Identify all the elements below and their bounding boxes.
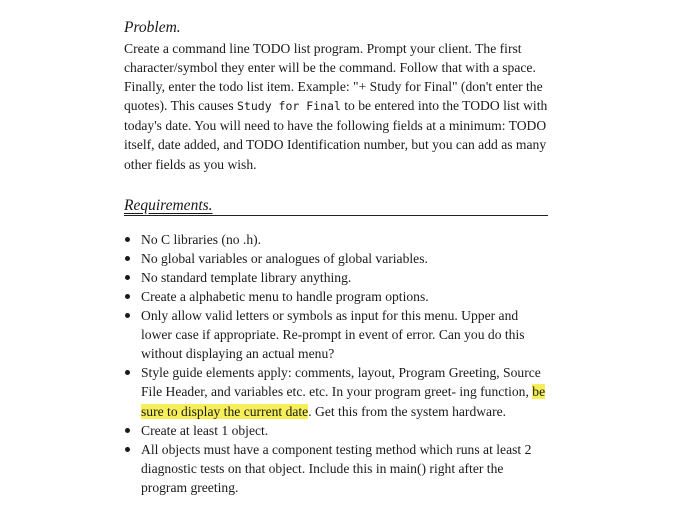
requirement-item bbox=[124, 230, 548, 249]
requirement-text: No standard template library anything. bbox=[141, 269, 352, 285]
requirements-rule bbox=[124, 215, 548, 216]
requirements-heading: Requirements. bbox=[124, 196, 213, 214]
requirement-text: No global variables or analogues of global variables. bbox=[141, 250, 428, 266]
problem-text-pre: Create a command line TODO list program. Prompt your client. The first character/symbol they enter will be the command. Follow that with a space. Finally, enter the todo list item. Example: "+ Study for Final" (don't enter the quotes). This causes bbox=[124, 41, 543, 114]
requirement-text: Create at least 1 object. bbox=[141, 422, 269, 438]
problem-heading: Problem. bbox=[124, 19, 181, 36]
bullet-icon bbox=[125, 447, 130, 452]
requirement-item bbox=[124, 421, 548, 440]
requirement-item bbox=[124, 268, 548, 287]
requirement-item bbox=[124, 249, 548, 268]
requirement-item bbox=[124, 363, 548, 420]
problem-code-text: Study for Final bbox=[237, 99, 341, 114]
highlighted-text: be sure to display the current date bbox=[141, 384, 546, 419]
requirements-header bbox=[124, 196, 548, 218]
problem-paragraph bbox=[124, 39, 548, 174]
requirement-text: All objects must have a component testing method which runs at least 2 diagnostic tests on that object. Include this in main() right after the program greeting. bbox=[141, 441, 532, 495]
requirement-item bbox=[124, 287, 548, 306]
problem-text-post: to be entered into the TODO list with today's date. You will need to have the following fields at a minimum: TODO itself, date added, and TODO Identification number, but you can add as many other fields as you wish. bbox=[124, 98, 548, 172]
requirement-item bbox=[124, 306, 548, 363]
bullet-icon bbox=[125, 275, 130, 280]
bullet-icon bbox=[125, 237, 130, 242]
bullet-icon bbox=[125, 370, 130, 375]
requirement-text: Create a alphabetic menu to handle program options. bbox=[141, 288, 429, 304]
requirement-text: No C libraries (no .h). bbox=[141, 231, 262, 247]
requirement-text: Only allow valid letters or symbols as input for this menu. Upper and lower case if appropriate. Re-prompt in event of error. Can you do this without displaying an actual menu? bbox=[141, 308, 525, 362]
document-page bbox=[124, 18, 548, 497]
requirement-text-post: . Get this from the system hardware. bbox=[308, 403, 507, 419]
bullet-icon bbox=[125, 294, 130, 299]
requirements-list bbox=[124, 230, 548, 497]
bullet-icon bbox=[125, 313, 130, 318]
bullet-icon bbox=[125, 428, 130, 433]
bullet-icon bbox=[125, 256, 130, 261]
requirement-item bbox=[124, 440, 548, 497]
requirement-text-pre: Style guide elements apply: comments, layout, Program Greeting, Source File Header, and variables etc. etc. In your program greet- ing function, bbox=[141, 365, 541, 400]
